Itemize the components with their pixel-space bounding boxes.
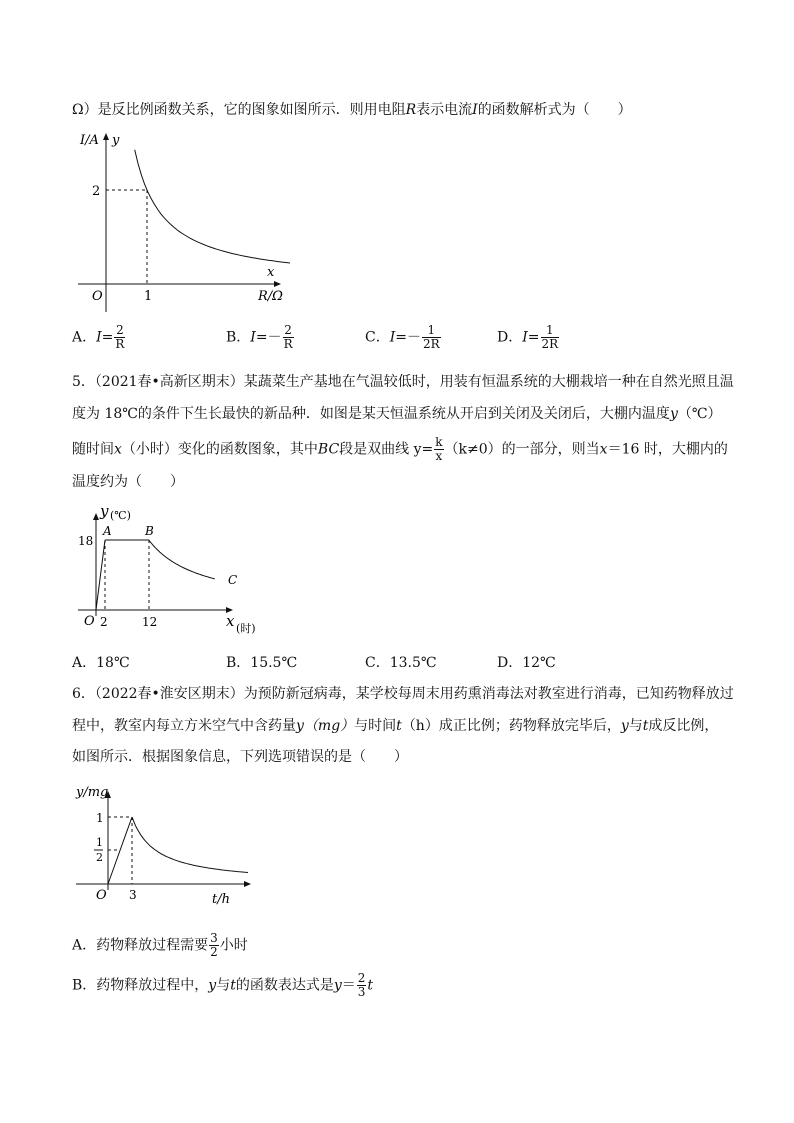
q6-y-axis-label: y/mg <box>76 785 109 800</box>
q5-x-letter: x <box>226 612 235 630</box>
q4-graph <box>70 128 290 316</box>
q5-line-2: 度为 18℃的条件下生长最快的新品种．如图是某天恒温系统从开启到关闭及关闭后，大棚内温度y（℃） <box>72 406 722 422</box>
q6-x-axis-label: t/h <box>212 892 230 907</box>
q4-option-c[interactable]: C．I=－ $\frac{1}{2R}$ <box>365 323 440 351</box>
q5-tick-18: 18 <box>78 534 94 548</box>
q5-point-a: A <box>103 524 112 538</box>
q5-tick-2: 2 <box>100 615 108 629</box>
q5-point-b: B <box>145 524 154 538</box>
q4-curve <box>135 150 290 267</box>
q6-origin: O <box>96 888 107 903</box>
q4-x-axis-label: R/Ω <box>258 289 283 304</box>
q5-line-1: 5．（2021春•高新区期末）某蔬菜生产基地在气温较低时，用装有恒温系统的大棚栽培一种在自然光照且温 <box>72 374 734 390</box>
q4-option-a[interactable]: A．I= $\frac{2}{R}$ <box>72 323 125 351</box>
q4-option-d[interactable]: D．I= $\frac{1}{2R}$ <box>497 323 559 351</box>
q6-tick-half-num: 1 <box>96 836 103 849</box>
q4-tick-y: 2 <box>92 184 101 199</box>
q6-line-1: 6．（2022春•淮安区期末）为预防新冠病毒，某学校每周末用药熏消毒法对教室进行消毒，已知药物释放过 <box>72 686 734 702</box>
q4-y-letter: y <box>112 133 120 148</box>
q4-y-axis-label: I/A <box>80 133 99 148</box>
q5-curve-bc <box>149 540 215 579</box>
q6-option-a[interactable]: A．药物释放过程需要 $\frac{3}{2}$ 小时 <box>72 931 248 959</box>
q5-option-a[interactable]: A．18℃ <box>72 655 130 671</box>
q6-option-b[interactable]: B．药物释放过程中，y与t的函数表达式是y＝ $\frac{2}{3}$ t <box>72 971 374 999</box>
q5-option-b[interactable]: B．15.5℃ <box>226 655 298 671</box>
q5-y-letter: y <box>100 502 109 520</box>
q5-point-c: C <box>228 573 238 587</box>
q5-graph <box>74 502 274 638</box>
q5-option-c[interactable]: C．13.5℃ <box>365 655 437 671</box>
q4-option-b[interactable]: B．I=－ $\frac{2}{R}$ <box>226 323 293 351</box>
q6-tick-3: 3 <box>129 888 137 902</box>
q6-segment-rise <box>108 817 132 884</box>
q5-line-3: 随时间x（小时）变化的函数图象，其中BC段是双曲线 y= $\frac{k}{x}$ （k≠0）的一部分，则当x＝16 时，大棚内的 <box>72 435 728 463</box>
q5-option-d[interactable]: D．12℃ <box>497 655 556 671</box>
q5-tick-12: 12 <box>142 615 158 629</box>
q4-tick-x: 1 <box>144 289 153 304</box>
q5-line-4: 温度约为（ ） <box>72 474 184 490</box>
q5-segment-oa <box>96 540 105 610</box>
q6-curve <box>132 817 248 873</box>
q6-tick-half-den: 2 <box>96 851 103 864</box>
q6-line-3: 如图所示．根据图象信息，下列选项错误的是（ ） <box>72 749 408 765</box>
q5-origin: O <box>84 614 95 629</box>
q5-y-unit: (℃) <box>110 509 131 522</box>
q6-line-2: 程中，教室内每立方米空气中含药量y（mg）与时间t（h）成正比例；药物释放完毕后，y与t成反比例， <box>72 718 719 734</box>
q5-x-unit: (时) <box>236 622 256 635</box>
q4-stem: Ω）是反比例函数关系，它的图象如图所示．则用电阻R表示电流I的函数解析式为（ ） <box>72 102 632 118</box>
q6-graph <box>72 778 262 908</box>
q4-origin: O <box>92 289 103 304</box>
q6-tick-1: 1 <box>96 811 104 825</box>
q4-x-letter: x <box>267 265 275 280</box>
